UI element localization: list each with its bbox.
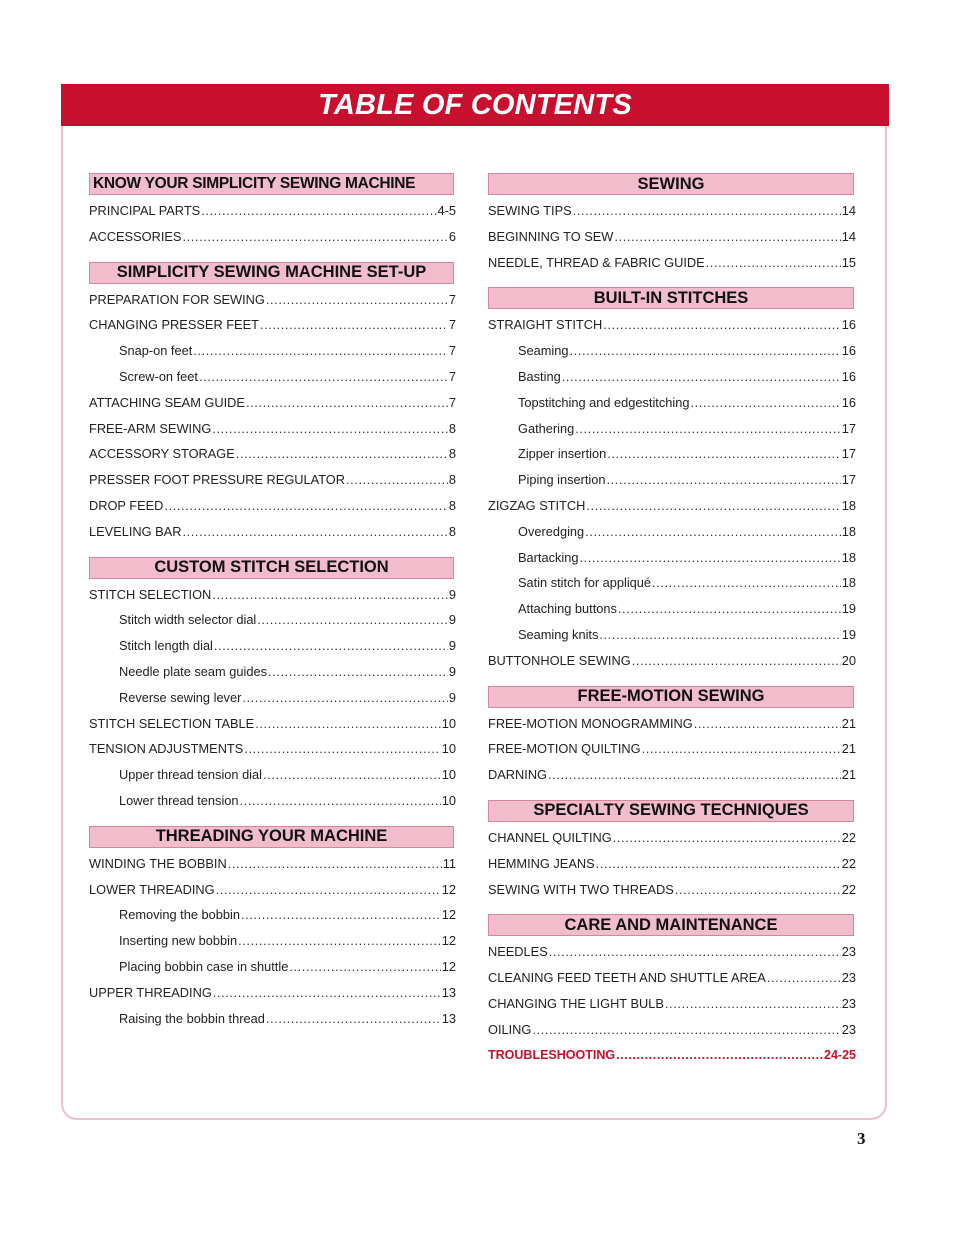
toc-entry-label: Seaming knits <box>518 626 599 642</box>
toc-entry-label: Inserting new bobbin <box>119 933 238 949</box>
toc-entry-page: 7 <box>448 394 456 410</box>
toc-entry-page: 17 <box>841 446 856 462</box>
dot-leader <box>632 648 841 674</box>
section-heading-text: THREADING YOUR MACHINE <box>155 827 388 846</box>
dot-leader <box>652 570 841 596</box>
toc-entry-free-motion-monogramming[interactable] <box>488 711 856 737</box>
toc-entry-label: Lower thread tension <box>119 792 239 808</box>
dot-leader <box>164 493 447 519</box>
toc-entry-accessories[interactable] <box>89 224 456 250</box>
dot-leader <box>260 312 448 338</box>
toc-entry-sewing-with-two-threads[interactable] <box>488 877 856 903</box>
toc-entry-page: 17 <box>841 420 856 436</box>
dot-leader <box>618 596 841 622</box>
section-heading-text: CUSTOM STITCH SELECTION <box>154 558 389 577</box>
toc-entry-label: FREE-MOTION MONOGRAMMING <box>488 715 693 731</box>
toc-entry-raising-the-bobbin-thread[interactable] <box>89 1006 456 1032</box>
toc-entry-page: 21 <box>841 741 856 757</box>
toc-entry-reverse-sewing-lever[interactable] <box>89 685 456 711</box>
dot-leader <box>241 902 441 928</box>
toc-entry-bartacking[interactable] <box>488 545 856 571</box>
toc-entry-darning[interactable] <box>488 762 856 788</box>
toc-entry-changing-the-light-bulb[interactable] <box>488 991 856 1017</box>
toc-entry-free-arm-sewing[interactable] <box>89 416 456 442</box>
toc-entry-label: Topstitching and edgestitching <box>518 394 690 410</box>
left-column <box>89 173 456 1031</box>
toc-entry-page: 23 <box>841 1021 856 1037</box>
toc-entry-principal-parts[interactable] <box>89 198 456 224</box>
toc-entry-page: 18 <box>841 523 856 539</box>
toc-entry-stitch-selection-table[interactable] <box>89 711 456 737</box>
toc-entry-page: 9 <box>448 689 456 705</box>
toc-entry-zipper-insertion[interactable] <box>488 441 856 467</box>
toc-entry-page: 21 <box>841 715 856 731</box>
dot-leader <box>607 467 841 493</box>
toc-entry-inserting-new-bobbin[interactable] <box>89 928 456 954</box>
dot-leader <box>228 851 442 877</box>
toc-entry-page: 12 <box>441 881 456 897</box>
toc-entry-label: Attaching buttons <box>518 601 617 617</box>
dot-leader <box>346 467 448 493</box>
dot-leader <box>562 364 841 390</box>
toc-entry-page: 13 <box>441 1010 456 1026</box>
toc-entry-page: 11 <box>442 855 456 871</box>
toc-entry-label: BEGINNING TO SEW <box>488 228 614 244</box>
dot-leader <box>212 416 448 442</box>
toc-entry-snap-on-feet[interactable] <box>89 338 456 364</box>
toc-entry-page: 16 <box>841 343 856 359</box>
dot-leader <box>607 441 841 467</box>
toc-entry-label: Needle plate seam guides <box>119 663 267 679</box>
dot-leader <box>193 338 448 364</box>
dot-leader <box>214 633 448 659</box>
dot-leader <box>266 1006 441 1032</box>
toc-entry-preparation-for-sewing[interactable] <box>89 287 456 313</box>
section-free-motion-sewing <box>488 686 856 788</box>
toc-entry-page: 9 <box>448 638 456 654</box>
toc-entry-label: Placing bobbin case in shuttle <box>119 958 289 974</box>
toc-entry-label: FREE-MOTION QUILTING <box>488 741 641 757</box>
section-care-and-maintenance <box>488 914 856 1068</box>
toc-entry-page: 19 <box>841 601 856 617</box>
dot-leader <box>642 736 841 762</box>
toc-entry-label: LOWER THREADING <box>89 881 215 897</box>
dot-leader <box>263 762 441 788</box>
toc-entry-page: 23 <box>841 995 856 1011</box>
toc-entry-lower-thread-tension[interactable] <box>89 788 456 814</box>
toc-entry-tension-adjustments[interactable] <box>89 736 456 762</box>
toc-entry-label: Stitch length dial <box>119 638 213 654</box>
toc-entry-page: 22 <box>841 881 856 897</box>
toc-entry-label: FREE-ARM SEWING <box>89 420 212 436</box>
toc-entry-page: 21 <box>841 767 856 783</box>
toc-entry-drop-feed[interactable] <box>89 493 456 519</box>
toc-entry-page: 12 <box>441 933 456 949</box>
dot-leader <box>255 711 441 737</box>
toc-entry-label: CLEANING FEED TEETH AND SHUTTLE AREA <box>488 970 766 986</box>
dot-leader <box>532 1017 840 1043</box>
dot-leader <box>690 390 840 416</box>
toc-entry-presser-foot-pressure-regulator[interactable] <box>89 467 456 493</box>
toc-entry-needle-plate-seam-guides[interactable] <box>89 659 456 685</box>
toc-entry-basting[interactable] <box>488 364 856 390</box>
dot-leader <box>268 659 448 685</box>
dot-leader <box>240 788 441 814</box>
section-built-in-stitches <box>488 287 856 673</box>
toc-entry-label: Snap-on feet <box>119 343 193 359</box>
toc-entry-page: 8 <box>448 472 456 488</box>
section-heading-text: KNOW YOUR SIMPLICITY SEWING MACHINE <box>93 175 416 192</box>
toc-entry-beginning-to-sew[interactable] <box>488 224 856 250</box>
toc-entry-stitch-length-dial[interactable] <box>89 633 456 659</box>
toc-entry-label: Reverse sewing lever <box>119 689 242 705</box>
section-heading <box>89 173 454 195</box>
toc-entry-cleaning-feed-teeth-and-shuttle-area[interactable] <box>488 965 856 991</box>
dot-leader <box>767 965 841 991</box>
section-simplicity-sewing-machine-set-up <box>89 262 456 545</box>
toc-entry-buttonhole-sewing[interactable] <box>488 648 856 674</box>
toc-entry-troubleshooting[interactable] <box>488 1043 856 1069</box>
toc-entry-label: SEWING WITH TWO THREADS <box>488 881 674 897</box>
toc-entry-label: Gathering <box>518 420 575 436</box>
section-custom-stitch-selection <box>89 557 456 814</box>
dot-leader <box>599 622 840 648</box>
dot-leader <box>257 607 448 633</box>
toc-entry-page: 18 <box>841 575 856 591</box>
toc-entry-label: PREPARATION FOR SEWING <box>89 291 265 307</box>
toc-entry-label: Raising the bobbin thread <box>119 1010 265 1026</box>
toc-entry-page: 23 <box>841 944 856 960</box>
toc-entry-page: 4-5 <box>437 203 456 218</box>
toc-entry-seaming-knits[interactable] <box>488 622 856 648</box>
dot-leader <box>238 928 441 954</box>
dot-leader <box>579 545 840 571</box>
toc-entry-piping-insertion[interactable] <box>488 467 856 493</box>
section-know-your-simplicity-sewing-machine <box>89 173 456 250</box>
dot-leader <box>236 441 448 467</box>
toc-entry-label: ATTACHING SEAM GUIDE <box>89 394 245 410</box>
dot-leader <box>201 198 436 224</box>
toc-entry-page: 19 <box>841 626 856 642</box>
toc-entry-placing-bobbin-case-in-shuttle[interactable] <box>89 954 456 980</box>
toc-entry-label: CHANGING PRESSER FEET <box>89 317 259 333</box>
dot-leader <box>573 198 841 224</box>
toc-entry-stitch-selection[interactable] <box>89 582 456 608</box>
toc-entry-page: 7 <box>448 343 456 359</box>
toc-entry-seaming[interactable] <box>488 338 856 364</box>
toc-entry-page: 23 <box>841 970 856 986</box>
toc-entry-label: BUTTONHOLE SEWING <box>488 652 631 668</box>
toc-entry-page: 20 <box>841 652 856 668</box>
toc-entry-label: ACCESSORIES <box>89 228 182 244</box>
toc-entry-page: 8 <box>448 523 456 539</box>
section-heading <box>488 914 854 936</box>
toc-entry-straight-stitch[interactable] <box>488 312 856 338</box>
toc-entry-page: 18 <box>841 549 856 565</box>
dot-leader <box>596 851 841 877</box>
dot-leader <box>212 582 448 608</box>
dot-leader <box>665 991 841 1017</box>
toc-entry-label: STRAIGHT STITCH <box>488 317 603 333</box>
toc-entry-topstitching-and-edgestitching[interactable] <box>488 390 856 416</box>
toc-entry-label: HEMMING JEANS <box>488 855 595 871</box>
dot-leader <box>603 312 841 338</box>
toc-entry-label: SEWING TIPS <box>488 203 572 218</box>
toc-entry-upper-thread-tension-dial[interactable] <box>89 762 456 788</box>
page-title: TABLE OF CONTENTS <box>318 88 632 121</box>
toc-entry-page: 9 <box>448 586 456 602</box>
section-heading-text: SEWING <box>637 174 705 193</box>
toc-entry-label: ACCESSORY STORAGE <box>89 446 235 462</box>
section-heading-text: CARE AND MAINTENANCE <box>564 915 778 934</box>
dot-leader <box>675 877 841 903</box>
dot-leader <box>182 519 447 545</box>
toc-entry-label: WINDING THE BOBBIN <box>89 855 227 871</box>
toc-entry-page: 10 <box>441 741 456 757</box>
toc-entry-label: OILING <box>488 1021 532 1037</box>
toc-entry-label: PRINCIPAL PARTS <box>89 203 201 218</box>
section-heading <box>488 287 854 309</box>
toc-entry-page: 10 <box>441 792 456 808</box>
toc-entry-page: 14 <box>841 203 856 218</box>
toc-entry-page: 13 <box>441 984 456 1000</box>
toc-entry-label: Stitch width selector dial <box>119 612 257 628</box>
toc-entry-attaching-seam-guide[interactable] <box>89 390 456 416</box>
dot-leader <box>242 685 448 711</box>
section-heading <box>89 826 454 848</box>
section-threading-your-machine <box>89 826 456 1032</box>
toc-entry-label: DARNING <box>488 767 548 783</box>
toc-entry-page: 8 <box>448 420 456 436</box>
toc-entry-page: 18 <box>841 497 856 513</box>
toc-entry-label: NEEDLE, THREAD & FABRIC GUIDE <box>488 254 705 270</box>
toc-entry-label: ZIGZAG STITCH <box>488 497 586 513</box>
toc-entry-page: 9 <box>448 663 456 679</box>
toc-entry-page: 12 <box>441 958 456 974</box>
section-heading <box>488 686 854 708</box>
toc-entry-page: 15 <box>841 254 856 270</box>
toc-entry-label: Satin stitch for appliqué <box>518 575 652 591</box>
toc-entry-label: TENSION ADJUSTMENTS <box>89 741 244 757</box>
toc-entry-sewing-tips[interactable] <box>488 198 856 224</box>
toc-entry-changing-presser-feet[interactable] <box>89 312 456 338</box>
dot-leader <box>216 877 441 903</box>
toc-entry-page: 17 <box>841 472 856 488</box>
toc-entry-leveling-bar[interactable] <box>89 519 456 545</box>
section-heading-text: BUILT-IN STITCHES <box>593 288 749 307</box>
toc-entry-accessory-storage[interactable] <box>89 441 456 467</box>
toc-entry-label: Upper thread tension dial <box>119 767 262 783</box>
toc-entry-label: TROUBLESHOOTING <box>488 1047 616 1062</box>
right-column <box>488 173 856 1068</box>
toc-entry-label: STITCH SELECTION <box>89 586 212 602</box>
toc-entry-label: LEVELING BAR <box>89 523 182 539</box>
toc-entry-winding-the-bobbin[interactable] <box>89 851 456 877</box>
toc-entry-label: STITCH SELECTION TABLE <box>89 715 255 731</box>
toc-entry-removing-the-bobbin[interactable] <box>89 902 456 928</box>
toc-entry-page: 22 <box>841 829 856 845</box>
toc-entry-label: Screw-on feet <box>119 368 198 384</box>
dot-leader <box>585 519 841 545</box>
section-heading-text: FREE-MOTION SEWING <box>577 687 765 706</box>
toc-entry-page: 8 <box>448 446 456 462</box>
toc-entry-screw-on-feet[interactable] <box>89 364 456 390</box>
section-heading <box>488 173 854 195</box>
toc-entry-needles[interactable] <box>488 939 856 965</box>
section-heading <box>488 800 854 822</box>
section-heading <box>89 557 454 579</box>
section-sewing <box>488 173 856 275</box>
toc-entry-oiling[interactable] <box>488 1017 856 1043</box>
toc-entry-page: 14 <box>841 228 856 244</box>
toc-entry-hemming-jeans[interactable] <box>488 851 856 877</box>
section-heading <box>89 262 454 284</box>
toc-entry-label: CHANGING THE LIGHT BULB <box>488 995 664 1011</box>
toc-entry-page: 16 <box>841 368 856 384</box>
toc-entry-label: DROP FEED <box>89 497 164 513</box>
toc-entry-attaching-buttons[interactable] <box>488 596 856 622</box>
page-number: 3 <box>857 1129 866 1148</box>
toc-entry-free-motion-quilting[interactable] <box>488 736 856 762</box>
dot-leader <box>614 224 840 250</box>
dot-leader <box>613 825 841 851</box>
toc-entry-label: Zipper insertion <box>518 446 607 462</box>
toc-entry-page: 12 <box>441 907 456 923</box>
toc-entry-page: 7 <box>448 317 456 333</box>
dot-leader <box>616 1043 823 1069</box>
toc-entry-page: 6 <box>448 228 456 244</box>
toc-entry-label: NEEDLES <box>488 944 548 960</box>
dot-leader <box>706 250 841 276</box>
section-heading-text: SPECIALTY SEWING TECHNIQUES <box>533 801 809 820</box>
toc-entry-stitch-width-selector-dial[interactable] <box>89 607 456 633</box>
section-heading-text: SIMPLICITY SEWING MACHINE SET-UP <box>116 263 427 282</box>
dot-leader <box>244 736 440 762</box>
toc-entry-lower-threading[interactable] <box>89 877 456 903</box>
toc-entry-page: 9 <box>448 612 456 628</box>
toc-entry-label: Overedging <box>518 523 585 539</box>
toc-entry-needle-thread-fabric-guide[interactable] <box>488 250 856 276</box>
dot-leader <box>570 338 841 364</box>
toc-entry-label: Piping insertion <box>518 472 606 488</box>
toc-entry-page: 22 <box>841 855 856 871</box>
toc-entry-page: 7 <box>448 368 456 384</box>
toc-entry-upper-threading[interactable] <box>89 980 456 1006</box>
toc-entry-page: 8 <box>448 497 456 513</box>
toc-entry-zigzag-stitch[interactable] <box>488 493 856 519</box>
toc-entry-label: UPPER THREADING <box>89 984 212 1000</box>
toc-entry-label: Bartacking <box>518 549 579 565</box>
dot-leader <box>586 493 840 519</box>
toc-entry-label: Basting <box>518 368 561 384</box>
toc-entry-label: CHANNEL QUILTING <box>488 829 612 845</box>
toc-entry-overedging[interactable] <box>488 519 856 545</box>
toc-entry-page: 7 <box>448 291 456 307</box>
toc-entry-page: 10 <box>441 715 456 731</box>
toc-entry-page: 16 <box>841 317 856 333</box>
section-specialty-sewing-techniques <box>488 800 856 902</box>
toc-entry-page: 10 <box>441 767 456 783</box>
toc-entry-label: Seaming <box>518 343 569 359</box>
dot-leader <box>182 224 447 250</box>
toc-entry-gathering[interactable] <box>488 416 856 442</box>
dot-leader <box>213 980 441 1006</box>
dot-leader <box>289 954 440 980</box>
dot-leader <box>575 416 841 442</box>
toc-entry-label: PRESSER FOOT PRESSURE REGULATOR <box>89 472 345 488</box>
toc-entry-satin-stitch-for-appliqu[interactable] <box>488 570 856 596</box>
dot-leader <box>694 711 841 737</box>
toc-entry-page: 24-25 <box>824 1047 856 1062</box>
dot-leader <box>548 762 841 788</box>
toc-entry-page: 16 <box>841 394 856 410</box>
dot-leader <box>266 287 448 313</box>
title-banner <box>61 84 889 126</box>
toc-entry-channel-quilting[interactable] <box>488 825 856 851</box>
toc-entry-label: Removing the bobbin <box>119 907 240 923</box>
dot-leader <box>246 390 448 416</box>
dot-leader <box>549 939 841 965</box>
dot-leader <box>199 364 448 390</box>
